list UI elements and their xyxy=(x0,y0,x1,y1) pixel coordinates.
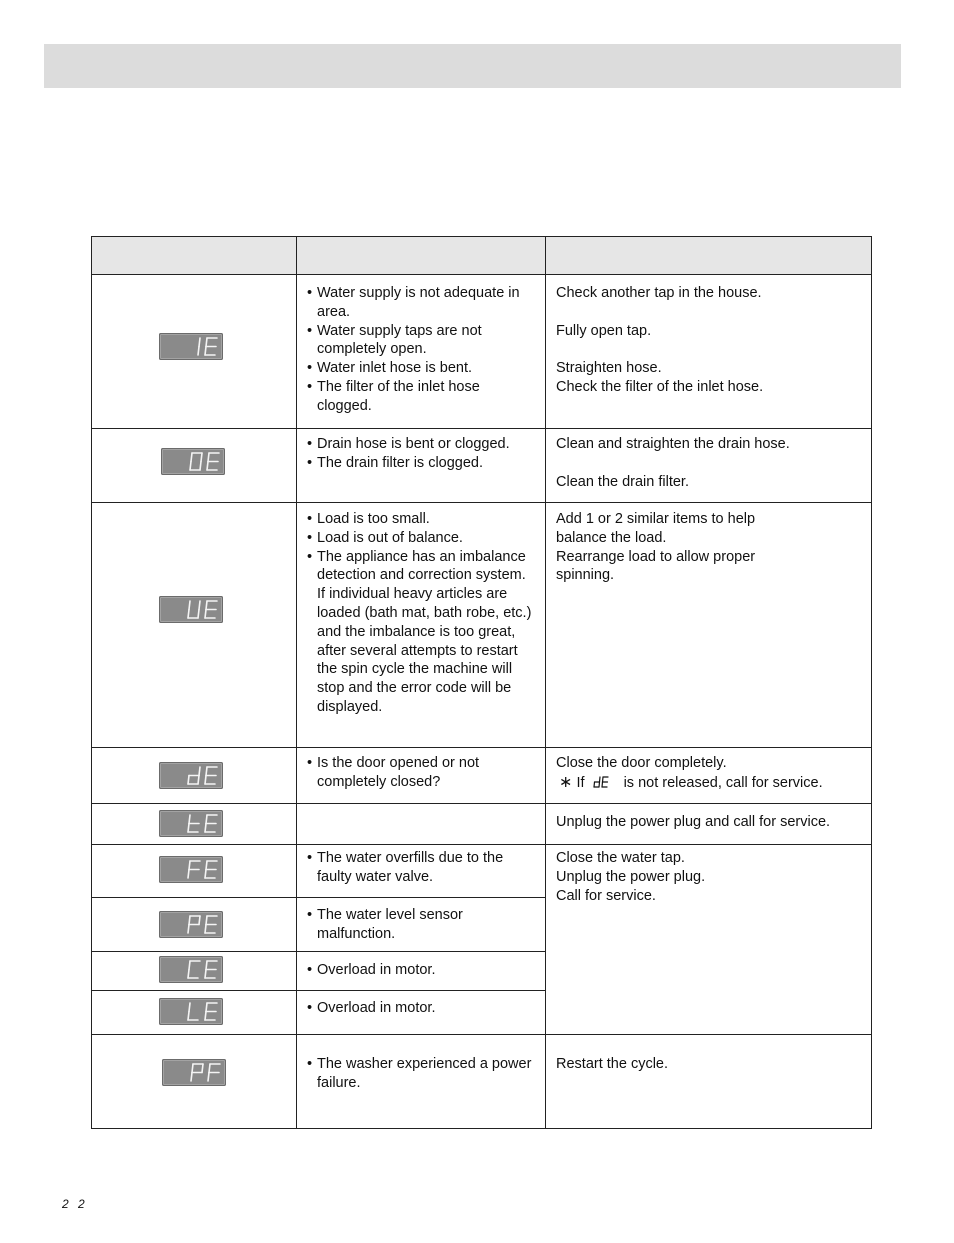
asterisk-icon: ∗ xyxy=(559,773,573,791)
lcd-glyphs xyxy=(159,998,223,1025)
cause-item: • Load is too small. xyxy=(307,510,537,529)
error-display-de-icon xyxy=(159,762,223,789)
solution-text: Clean and straighten the drain hose. Clean the drain filter. xyxy=(556,436,790,490)
page-number: 2 2 xyxy=(62,1197,88,1211)
lcd-glyphs xyxy=(159,856,223,883)
solution-text: Check another tap in the house. Fully open tap. Straighten hose. Check the filter of the inlet hose. xyxy=(556,285,764,395)
solution-cell xyxy=(556,813,866,832)
lcd-glyphs xyxy=(159,956,223,983)
cause-item: • The filter of the inlet hose clogged. xyxy=(307,378,537,416)
causes-cell xyxy=(307,284,537,416)
lcd-segment xyxy=(209,1064,210,1073)
error-display-ue-icon xyxy=(159,596,223,623)
solution-text: Close the water tap. Unplug the power plug. Call for service. xyxy=(556,850,706,904)
error-display-pe-icon xyxy=(159,911,223,938)
lcd-segment xyxy=(191,453,192,462)
lcd-segment xyxy=(205,776,206,785)
solution-cell xyxy=(556,849,866,905)
solution-text: Close the door completely. xyxy=(556,755,727,771)
cause-item: • Water inlet hose is bent. xyxy=(307,359,537,378)
lcd-segment xyxy=(206,961,207,970)
error-display-pf-icon xyxy=(162,1059,226,1086)
lcd-segment xyxy=(189,861,190,870)
lcd-segment xyxy=(189,815,190,824)
lcd-segment xyxy=(199,767,200,776)
note-prefix: If xyxy=(576,774,585,791)
cause-item: • Drain hose is bent or clogged. xyxy=(307,435,537,454)
lcd-segment xyxy=(189,1003,190,1012)
lcd-segment xyxy=(201,453,202,462)
causes-cell xyxy=(307,961,537,980)
lcd-segment xyxy=(199,338,200,347)
lcd-segment xyxy=(199,916,200,925)
lcd-segment xyxy=(205,610,206,619)
solution-text: Add 1 or 2 similar items to help balance the load. Rearrange load to allow proper spinning. xyxy=(556,511,756,584)
solution-cell xyxy=(556,284,866,397)
lcd-segment xyxy=(205,824,206,833)
error-display-fe-icon xyxy=(159,856,223,883)
lcd-segment xyxy=(602,777,603,782)
lcd-segment xyxy=(198,347,199,356)
lcd-segment xyxy=(208,1073,209,1082)
lcd-segment xyxy=(188,610,189,619)
lcd-segment xyxy=(200,462,201,471)
solution-cell xyxy=(556,1055,866,1074)
lcd-glyphs xyxy=(159,911,223,938)
solution-text: Restart the cycle. xyxy=(556,1056,669,1072)
lcd-segment xyxy=(205,1012,206,1021)
lcd-segment xyxy=(189,961,190,970)
causes-cell xyxy=(307,435,537,473)
lcd-glyphs xyxy=(159,596,223,623)
causes-cell xyxy=(307,510,537,717)
lcd-segment xyxy=(188,1012,189,1021)
lcd-segment xyxy=(594,782,595,787)
lcd-glyphs xyxy=(162,1059,226,1086)
cause-item: • The washer experienced a power failure. xyxy=(307,1055,537,1093)
lcd-glyphs xyxy=(159,810,223,837)
page-header-band xyxy=(44,44,901,88)
lcd-segment xyxy=(205,347,206,356)
lcd-segment xyxy=(198,776,199,785)
cause-item: • Is the door opened or not completely closed? xyxy=(307,754,537,792)
cause-item: • Water supply taps are not completely open. xyxy=(307,322,537,360)
error-code-table xyxy=(91,236,872,1129)
note-suffix: is not released, call for service. xyxy=(623,774,823,791)
lcd-segment xyxy=(192,1064,193,1073)
lcd-segment xyxy=(188,824,189,833)
lcd-segment xyxy=(599,777,600,782)
lcd-glyphs xyxy=(159,762,223,789)
lcd-segment xyxy=(205,870,206,879)
causes-cell xyxy=(307,849,537,887)
solution-cell xyxy=(556,435,866,491)
lcd-segment xyxy=(207,462,208,471)
lcd-segment xyxy=(205,925,206,934)
lcd-segment xyxy=(206,601,207,610)
lcd-segment xyxy=(202,1064,203,1073)
cause-item: • The water overfills due to the faulty water valve. xyxy=(307,849,537,887)
causes-cell xyxy=(307,754,537,792)
cause-item: • Overload in motor. xyxy=(307,999,537,1018)
lcd-glyphs xyxy=(159,333,223,360)
lcd-segment xyxy=(188,925,189,934)
lcd-segment xyxy=(206,1003,207,1012)
lcd-segment xyxy=(198,610,199,619)
lcd-segment xyxy=(206,861,207,870)
cause-item: • Overload in motor. xyxy=(307,961,537,980)
lcd-segment xyxy=(199,601,200,610)
lcd-segment xyxy=(602,782,603,787)
cause-item: • Water supply is not adequate in area. xyxy=(307,284,537,322)
causes-cell xyxy=(307,999,537,1018)
error-display-1e-icon xyxy=(159,333,223,360)
error-display-te-icon xyxy=(159,810,223,837)
lcd-segment xyxy=(189,601,190,610)
de-code-icon xyxy=(592,775,610,789)
lcd-segment xyxy=(188,870,189,879)
cause-item: • Load is out of balance. xyxy=(307,529,537,548)
service-note xyxy=(556,774,866,793)
error-display-ce-icon xyxy=(159,956,223,983)
error-display-le-icon xyxy=(159,998,223,1025)
lcd-segment xyxy=(189,916,190,925)
error-display-oe-icon xyxy=(161,448,225,475)
lcd-segment xyxy=(188,776,189,785)
solution-text: Unplug the power plug and call for service. xyxy=(556,814,831,830)
solution-cell xyxy=(556,754,866,793)
lcd-segment xyxy=(190,462,191,471)
lcd-segment xyxy=(188,970,189,979)
solution-cell xyxy=(556,510,866,585)
causes-cell xyxy=(307,906,537,944)
lcd-segment xyxy=(206,815,207,824)
lcd-segment xyxy=(206,338,207,347)
lcd-segment xyxy=(206,916,207,925)
cause-item: • The water level sensor malfunction. xyxy=(307,906,537,944)
cause-item: • The drain filter is clogged. xyxy=(307,454,537,473)
lcd-segment xyxy=(599,782,600,787)
cause-item: • The appliance has an imbalance detection and correction system. If individual heavy articles are loaded (bath mat, bath robe, etc.) and the imbalance is too great, after several attempts to restart the spin cycle the machine will stop and the error code will be displayed. xyxy=(307,548,537,717)
causes-cell xyxy=(307,1055,537,1093)
lcd-glyphs xyxy=(161,448,225,475)
lcd-segment xyxy=(206,767,207,776)
lcd-segment xyxy=(191,1073,192,1082)
lcd-segment xyxy=(208,453,209,462)
lcd-segment xyxy=(205,970,206,979)
